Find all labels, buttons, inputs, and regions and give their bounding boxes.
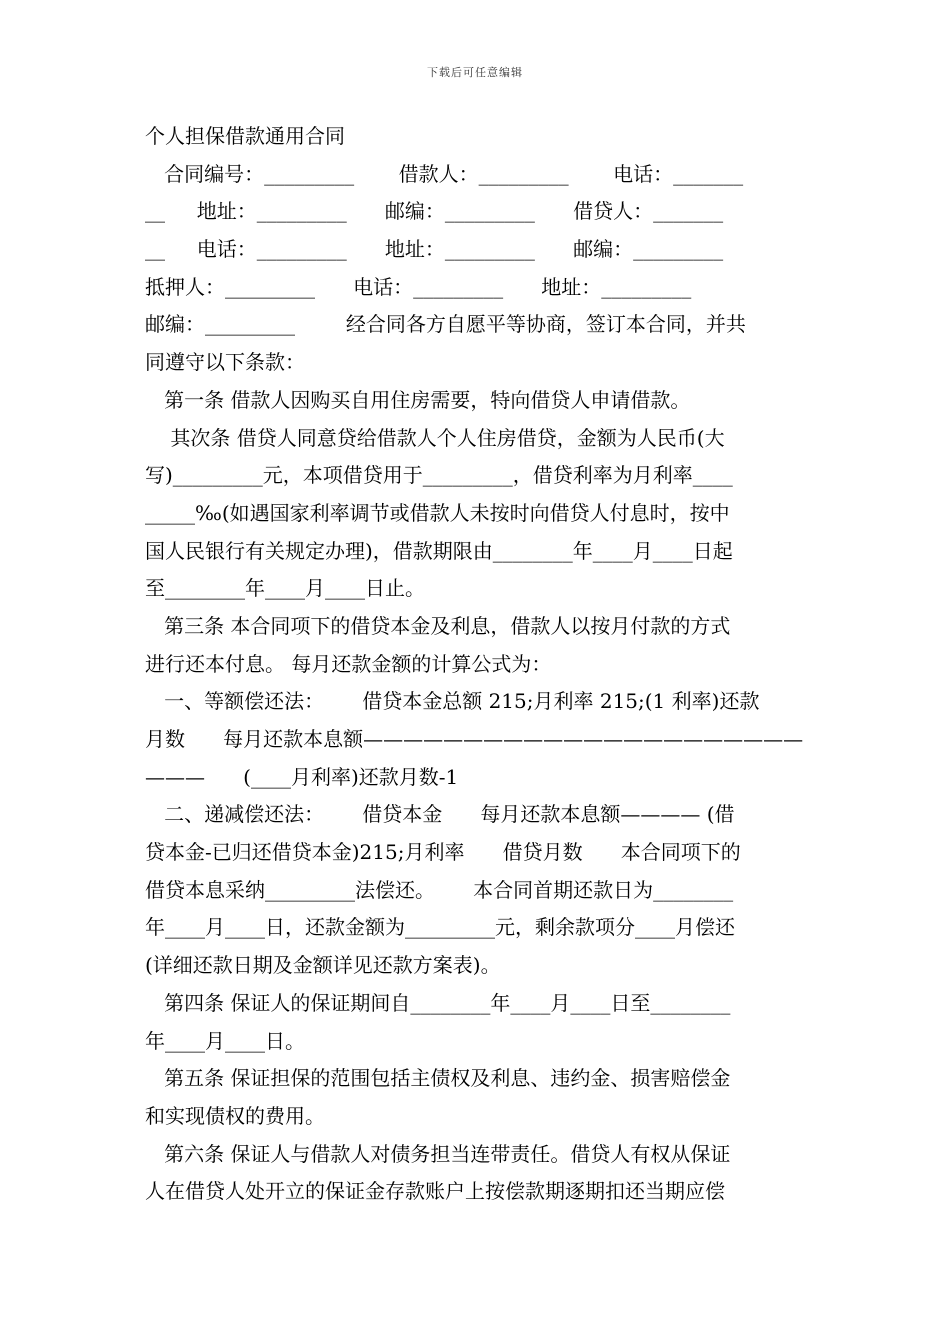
text-line: 月数 每月还款本息额—————————————————————— (145, 727, 804, 751)
text-line: 年____月____日。 (145, 1028, 305, 1053)
text-line: 第三条 本合同项下的借贷本金及利息，借款人以按月付款的方式 (145, 613, 731, 638)
text-line: 第六条 保证人与借款人对债务担当连带责任。借贷人有权从保证 (145, 1141, 731, 1166)
text-line: 进行还本付息。 每月还款金额的计算公式为： (145, 651, 552, 676)
text-line: _____‰(如遇国家利率调节或借款人未按时向借贷人付息时，按中 (145, 500, 730, 525)
text-line: 国人民银行有关规定办理)，借款期限由________年____月____日起 (145, 538, 733, 563)
text-line: 同遵守以下条款： (145, 350, 305, 375)
page-header: 下载后可任意编辑 (427, 66, 523, 79)
text-line: 邮编：_________ 经合同各方自愿平等协商，签订本合同，并共 (145, 312, 746, 337)
text-line: 一、等额偿还法： 借贷本金总额 215;月利率 215;(1 利率)还款 (145, 689, 760, 714)
text-line: ——— (____月利率)还款月数-1 (145, 764, 459, 789)
text-line: 人在借贷人处开立的保证金存款账户上按偿款期逐期扣还当期应偿 (145, 1179, 725, 1204)
text-line: 抵押人：_________ 电话：_________ 地址：_________ (145, 274, 692, 299)
text-line: 第四条 保证人的保证期间自________年____月____日至________ (145, 990, 731, 1015)
text-line: 和实现债权的费用。 (145, 1103, 325, 1128)
text-line: 至________年____月____日止。 (145, 576, 425, 601)
text-line: 第五条 保证担保的范围包括主债权及利息、违约金、损害赔偿金 (145, 1066, 731, 1091)
text-line: 写)_________元，本项借贷用于_________，借贷利率为月利率____ (145, 463, 733, 488)
text-line: (详细还款日期及金额详见还款方案表)。 (145, 953, 501, 978)
text-line: 其次条 借贷人同意贷给借款人个人住房借贷，金额为人民币(大 (145, 425, 725, 450)
text-line: 合同编号：_________ 借款人：_________ 电话：_______ (145, 161, 744, 186)
text-line: 年____月____日，还款金额为_________元，剩余款项分____月偿还 (145, 915, 735, 940)
text-line: __ 电话：_________ 地址：_________ 邮编：_________ (145, 237, 724, 262)
document-body (145, 118, 808, 1211)
document-title: 个人担保借款通用合同 (145, 124, 345, 148)
text-line: 贷本金-已归还借贷本金)215;月利率 借贷月数 本合同项下的 (145, 840, 741, 865)
text-line: 二、递减偿还法： 借贷本金 每月还款本息额———— (借 (145, 802, 735, 827)
text-line: __ 地址：_________ 邮编：_________ 借贷人：_______ (145, 199, 724, 224)
text-line: 借贷本息采纳_________法偿还。 本合同首期还款日为________ (145, 877, 734, 902)
text-line: 第一条 借款人因购买自用住房需要，特向借贷人申请借款。 (145, 387, 691, 412)
